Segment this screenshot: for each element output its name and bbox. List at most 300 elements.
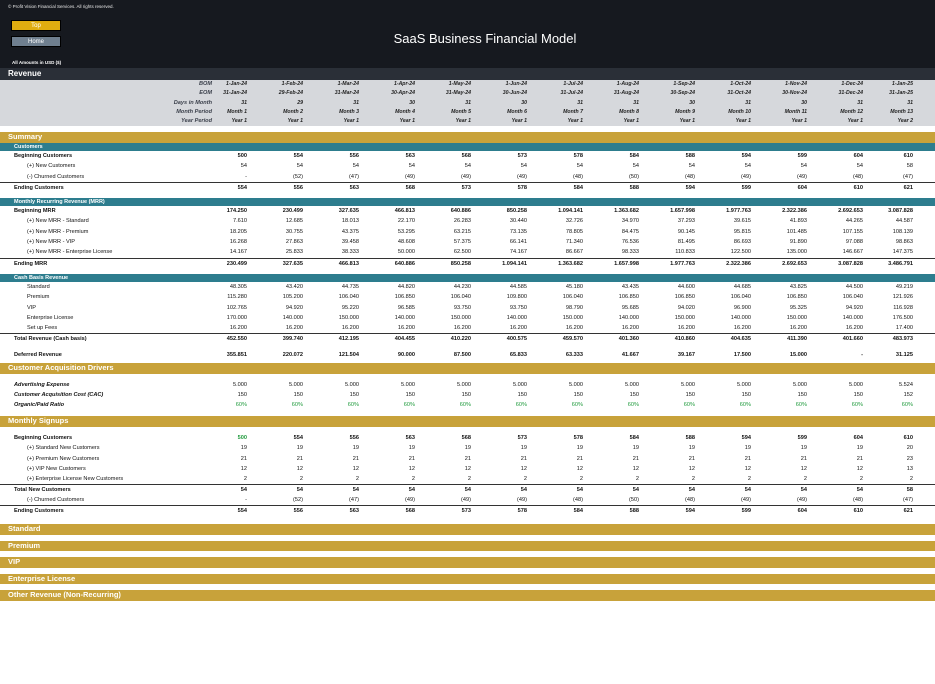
- cell-value[interactable]: 170.000: [226, 314, 247, 321]
- cell-value[interactable]: 54: [632, 487, 639, 494]
- cell-value[interactable]: 90.145: [677, 228, 695, 235]
- cell-value[interactable]: 19: [800, 445, 807, 452]
- cell-value[interactable]: 109.800: [506, 294, 527, 301]
- cell-value[interactable]: 610: [853, 508, 863, 514]
- cell-value[interactable]: 16.200: [509, 325, 527, 332]
- cell-value[interactable]: 54: [688, 487, 695, 494]
- cell-value[interactable]: 599: [797, 152, 807, 159]
- cell-value[interactable]: 568: [405, 508, 415, 514]
- cell-value[interactable]: 5.000: [793, 381, 807, 388]
- cell-value[interactable]: 93.750: [453, 304, 471, 311]
- cell-value[interactable]: 2: [523, 476, 527, 483]
- cell-value[interactable]: 588: [629, 508, 639, 514]
- cell-value[interactable]: (47): [903, 173, 913, 180]
- cell-value[interactable]: 54: [240, 487, 247, 494]
- cell-value[interactable]: 21: [240, 455, 247, 462]
- cell-value[interactable]: 578: [517, 508, 527, 514]
- cell-value[interactable]: 2: [747, 476, 751, 483]
- cell-value[interactable]: 2.322.386: [782, 208, 807, 215]
- cell-value[interactable]: 16.200: [565, 325, 583, 332]
- cell-value[interactable]: 30.755: [285, 228, 303, 235]
- cell-value[interactable]: 584: [573, 184, 583, 191]
- cell-value[interactable]: 2: [909, 476, 913, 483]
- cell-value[interactable]: 66.141: [509, 239, 527, 246]
- cell-value[interactable]: 23: [906, 455, 913, 462]
- cell-value[interactable]: 37.293: [677, 218, 695, 225]
- cell-value[interactable]: 556: [293, 184, 303, 191]
- cell-value[interactable]: (49): [405, 173, 415, 180]
- cell-value[interactable]: 14.167: [229, 249, 247, 256]
- cell-value[interactable]: 19: [408, 445, 415, 452]
- cell-value[interactable]: 1.657.998: [670, 208, 695, 215]
- cell-value[interactable]: 21: [688, 455, 695, 462]
- cell-value[interactable]: 30.440: [509, 218, 527, 225]
- cell-value[interactable]: 54: [744, 163, 751, 170]
- cell-value[interactable]: 54: [856, 487, 863, 494]
- cell-value[interactable]: 1.094.141: [502, 260, 527, 267]
- cell-value[interactable]: (48): [853, 173, 863, 180]
- cell-value[interactable]: 140.000: [506, 314, 527, 321]
- cell-value[interactable]: 563: [405, 434, 415, 441]
- cell-value[interactable]: 2.322.386: [726, 260, 751, 267]
- cell-value[interactable]: 60%: [459, 402, 471, 409]
- cell-value[interactable]: 44.265: [845, 218, 863, 225]
- cell-value[interactable]: 2: [803, 476, 807, 483]
- cell-value[interactable]: 152: [903, 391, 913, 398]
- cell-value[interactable]: 150.000: [562, 314, 583, 321]
- cell-value[interactable]: 54: [744, 487, 751, 494]
- cell-value[interactable]: 98.333: [621, 249, 639, 256]
- cell-value[interactable]: 594: [685, 184, 695, 191]
- cell-value[interactable]: 1.977.763: [726, 208, 751, 215]
- cell-value[interactable]: 2: [579, 476, 583, 483]
- cell-value[interactable]: 22.170: [397, 218, 415, 225]
- cell-value[interactable]: 2: [635, 476, 639, 483]
- cell-value[interactable]: 49.219: [895, 283, 913, 290]
- cell-value[interactable]: 54: [632, 163, 639, 170]
- cell-value[interactable]: (52): [293, 496, 303, 503]
- cell-value[interactable]: 96.585: [397, 304, 415, 311]
- cell-value[interactable]: 610: [853, 184, 863, 191]
- cell-value[interactable]: 21: [744, 455, 751, 462]
- cell-value[interactable]: 94.920: [845, 304, 863, 311]
- cell-value[interactable]: 17.500: [733, 351, 751, 358]
- cell-value[interactable]: 2: [243, 476, 247, 483]
- cell-value[interactable]: 106.850: [786, 294, 807, 301]
- cell-value[interactable]: (48): [573, 496, 583, 503]
- cell-value[interactable]: 588: [685, 434, 695, 441]
- cell-value[interactable]: 16.200: [677, 325, 695, 332]
- cell-value[interactable]: 599: [741, 184, 751, 191]
- cell-value[interactable]: 54: [520, 163, 527, 170]
- cell-value[interactable]: 5.000: [289, 381, 303, 388]
- cell-value[interactable]: 71.340: [565, 239, 583, 246]
- cell-value[interactable]: 230.499: [226, 260, 247, 267]
- cell-value[interactable]: 1.977.763: [670, 260, 695, 267]
- cell-value[interactable]: 554: [237, 508, 247, 514]
- cell-value[interactable]: 610: [903, 434, 913, 441]
- cell-value[interactable]: 220.072: [282, 351, 303, 358]
- cell-value[interactable]: 5.000: [345, 381, 359, 388]
- cell-value[interactable]: 500: [237, 152, 247, 159]
- cell-value[interactable]: 54: [296, 163, 303, 170]
- cell-value[interactable]: (49): [405, 496, 415, 503]
- cell-value[interactable]: 16.200: [453, 325, 471, 332]
- cell-value[interactable]: 12: [800, 465, 807, 472]
- cell-value[interactable]: 150: [797, 391, 807, 398]
- cell-value[interactable]: 150: [741, 391, 751, 398]
- cell-value[interactable]: 21: [464, 455, 471, 462]
- cell-value[interactable]: 599: [741, 508, 751, 514]
- cell-value[interactable]: 150.000: [450, 314, 471, 321]
- cell-value[interactable]: 21: [352, 455, 359, 462]
- cell-value[interactable]: 19: [856, 445, 863, 452]
- cell-value[interactable]: 604: [797, 184, 807, 191]
- cell-value[interactable]: 65.833: [509, 351, 527, 358]
- cell-value[interactable]: 1.363.682: [558, 260, 583, 267]
- cell-value[interactable]: 411.390: [787, 336, 807, 343]
- cell-value[interactable]: 106.850: [618, 294, 639, 301]
- cell-value[interactable]: (49): [797, 496, 807, 503]
- cell-value[interactable]: 554: [237, 184, 247, 191]
- cell-value[interactable]: 5.000: [681, 381, 695, 388]
- cell-value[interactable]: 5.000: [457, 381, 471, 388]
- cell-value[interactable]: 95.685: [621, 304, 639, 311]
- cell-value[interactable]: 150: [685, 391, 695, 398]
- cell-value[interactable]: 2: [859, 476, 863, 483]
- cell-value[interactable]: 412.195: [338, 336, 359, 343]
- cell-value[interactable]: 5.000: [513, 381, 527, 388]
- cell-value[interactable]: 53.295: [397, 228, 415, 235]
- cell-value[interactable]: 1.094.141: [558, 208, 583, 215]
- cell-value[interactable]: 12: [688, 465, 695, 472]
- cell-value[interactable]: 54: [408, 487, 415, 494]
- cell-value[interactable]: 54: [464, 163, 471, 170]
- cell-value[interactable]: 12.685: [285, 218, 303, 225]
- cell-value[interactable]: 60%: [403, 402, 415, 409]
- cell-value[interactable]: (49): [517, 496, 527, 503]
- cell-value[interactable]: 96.900: [733, 304, 751, 311]
- cell-value[interactable]: 21: [408, 455, 415, 462]
- cell-value[interactable]: (49): [741, 496, 751, 503]
- cell-value[interactable]: 2: [691, 476, 695, 483]
- cell-value[interactable]: (49): [797, 173, 807, 180]
- cell-value[interactable]: (50): [629, 496, 639, 503]
- cell-value[interactable]: 60%: [571, 402, 583, 409]
- cell-value[interactable]: 150: [461, 391, 471, 398]
- cell-value[interactable]: 54: [576, 163, 583, 170]
- cell-value[interactable]: 122.500: [730, 249, 751, 256]
- cell-value[interactable]: 13: [906, 465, 913, 472]
- cell-value[interactable]: 21: [576, 455, 583, 462]
- cell-value[interactable]: 50.000: [397, 249, 415, 256]
- cell-value[interactable]: 16.268: [229, 239, 247, 246]
- cell-value[interactable]: 16.200: [397, 325, 415, 332]
- cell-value[interactable]: 60%: [795, 402, 807, 409]
- cell-value[interactable]: 107.155: [842, 228, 863, 235]
- cell-value[interactable]: 452.550: [226, 336, 247, 343]
- cell-value[interactable]: 54: [800, 487, 807, 494]
- cell-value[interactable]: 1.657.998: [614, 260, 639, 267]
- cell-value[interactable]: 554: [293, 434, 303, 441]
- cell-value[interactable]: 19: [744, 445, 751, 452]
- cell-value[interactable]: 5.000: [849, 381, 863, 388]
- cell-value[interactable]: 74.167: [509, 249, 527, 256]
- cell-value[interactable]: 578: [573, 152, 583, 159]
- cell-value[interactable]: 44.500: [845, 283, 863, 290]
- cell-value[interactable]: (47): [903, 496, 913, 503]
- cell-value[interactable]: 81.495: [677, 239, 695, 246]
- cell-value[interactable]: 95.325: [789, 304, 807, 311]
- cell-value[interactable]: 3.087.828: [888, 208, 913, 215]
- cell-value[interactable]: (49): [461, 496, 471, 503]
- cell-value[interactable]: 554: [293, 152, 303, 159]
- cell-value[interactable]: 121.926: [892, 294, 913, 301]
- cell-value[interactable]: 115.280: [227, 294, 247, 301]
- cell-value[interactable]: 39.458: [341, 239, 359, 246]
- cell-value[interactable]: 5.524: [899, 381, 913, 388]
- cell-value[interactable]: (48): [573, 173, 583, 180]
- cell-value[interactable]: 568: [461, 434, 471, 441]
- cell-value[interactable]: 86.693: [733, 239, 751, 246]
- cell-value[interactable]: 327.635: [282, 260, 303, 267]
- cell-value[interactable]: 12: [856, 465, 863, 472]
- cell-value[interactable]: 399.740: [282, 336, 303, 343]
- cell-value[interactable]: 466.813: [394, 208, 415, 215]
- cell-value[interactable]: 18.013: [341, 218, 359, 225]
- cell-value[interactable]: 102.765: [226, 304, 247, 311]
- cell-value[interactable]: 5.000: [737, 381, 751, 388]
- cell-value[interactable]: 54: [800, 163, 807, 170]
- cell-value[interactable]: 60%: [515, 402, 527, 409]
- cell-value[interactable]: 140.000: [618, 314, 639, 321]
- cell-value[interactable]: 400.575: [506, 336, 527, 343]
- cell-value[interactable]: 140.000: [282, 314, 303, 321]
- cell-value[interactable]: (48): [853, 496, 863, 503]
- cell-value[interactable]: 150: [629, 391, 639, 398]
- cell-value[interactable]: 621: [903, 184, 913, 191]
- cell-value[interactable]: 43.825: [789, 283, 807, 290]
- cell-value[interactable]: 12: [632, 465, 639, 472]
- cell-value[interactable]: 2: [299, 476, 303, 483]
- cell-value[interactable]: 150.000: [674, 314, 695, 321]
- cell-value[interactable]: 2: [467, 476, 471, 483]
- cell-value[interactable]: 568: [405, 184, 415, 191]
- cell-value[interactable]: 573: [461, 184, 471, 191]
- cell-value[interactable]: 60%: [347, 402, 359, 409]
- cell-value[interactable]: 150: [293, 391, 303, 398]
- cell-value[interactable]: 568: [461, 152, 471, 159]
- cell-value[interactable]: 588: [685, 152, 695, 159]
- cell-value[interactable]: 48.305: [229, 283, 247, 290]
- cell-value[interactable]: 2: [355, 476, 359, 483]
- cell-value[interactable]: 176.500: [892, 314, 913, 321]
- cell-value[interactable]: 19: [240, 445, 247, 452]
- cell-value[interactable]: 12: [352, 465, 359, 472]
- cell-value[interactable]: 578: [573, 434, 583, 441]
- cell-value[interactable]: 588: [629, 184, 639, 191]
- cell-value[interactable]: -: [861, 351, 863, 358]
- cell-value[interactable]: 135.000: [786, 249, 807, 256]
- cell-value[interactable]: 327.635: [338, 208, 359, 215]
- cell-value[interactable]: 97.088: [845, 239, 863, 246]
- cell-value[interactable]: -: [245, 496, 247, 503]
- cell-value[interactable]: 594: [741, 434, 751, 441]
- cell-value[interactable]: 850.258: [506, 208, 527, 215]
- cell-value[interactable]: 584: [629, 434, 639, 441]
- cell-value[interactable]: 57.375: [453, 239, 471, 246]
- cell-value[interactable]: (48): [685, 496, 695, 503]
- cell-value[interactable]: 19: [464, 445, 471, 452]
- cell-value[interactable]: 60%: [235, 402, 247, 409]
- cell-value[interactable]: 60%: [901, 402, 913, 409]
- cell-value[interactable]: 91.890: [789, 239, 807, 246]
- cell-value[interactable]: 54: [464, 487, 471, 494]
- cell-value[interactable]: 150: [405, 391, 415, 398]
- cell-value[interactable]: 106.850: [674, 294, 695, 301]
- cell-value[interactable]: 44.600: [677, 283, 695, 290]
- cell-value[interactable]: 12: [296, 465, 303, 472]
- cell-value[interactable]: -: [245, 173, 247, 180]
- cell-value[interactable]: 87.500: [453, 351, 471, 358]
- cell-value[interactable]: 2.692.653: [838, 208, 863, 215]
- cell-value[interactable]: 573: [517, 434, 527, 441]
- cell-value[interactable]: 404.635: [730, 336, 751, 343]
- cell-value[interactable]: 12: [464, 465, 471, 472]
- cell-value[interactable]: 54: [352, 163, 359, 170]
- cell-value[interactable]: 500: [237, 434, 247, 441]
- cell-value[interactable]: 54: [520, 487, 527, 494]
- cell-value[interactable]: 5.000: [569, 381, 583, 388]
- cell-value[interactable]: 48.608: [397, 239, 415, 246]
- cell-value[interactable]: 15.000: [789, 351, 807, 358]
- cell-value[interactable]: 140.000: [730, 314, 751, 321]
- cell-value[interactable]: 16.200: [845, 325, 863, 332]
- cell-value[interactable]: 106.850: [394, 294, 415, 301]
- cell-value[interactable]: 106.040: [842, 294, 863, 301]
- cell-value[interactable]: 58: [906, 163, 913, 170]
- cell-value[interactable]: 404.455: [394, 336, 415, 343]
- cell-value[interactable]: (48): [685, 173, 695, 180]
- cell-value[interactable]: 41.667: [621, 351, 639, 358]
- cell-value[interactable]: 106.040: [730, 294, 751, 301]
- cell-value[interactable]: 39.615: [733, 218, 751, 225]
- cell-value[interactable]: 16.200: [285, 325, 303, 332]
- cell-value[interactable]: 19: [576, 445, 583, 452]
- home-button[interactable]: Home: [11, 36, 61, 47]
- cell-value[interactable]: (49): [461, 173, 471, 180]
- cell-value[interactable]: 54: [688, 163, 695, 170]
- cell-value[interactable]: 230.499: [282, 208, 303, 215]
- cell-value[interactable]: 150: [237, 391, 247, 398]
- cell-value[interactable]: 140.000: [394, 314, 415, 321]
- cell-value[interactable]: 95.815: [733, 228, 751, 235]
- cell-value[interactable]: 573: [461, 508, 471, 514]
- cell-value[interactable]: 19: [296, 445, 303, 452]
- cell-value[interactable]: 150: [349, 391, 359, 398]
- cell-value[interactable]: 604: [853, 152, 863, 159]
- cell-value[interactable]: 116.928: [893, 304, 913, 311]
- cell-value[interactable]: 147.375: [892, 249, 913, 256]
- top-button[interactable]: Top: [11, 20, 61, 31]
- cell-value[interactable]: 3.087.828: [838, 260, 863, 267]
- cell-value[interactable]: 12: [576, 465, 583, 472]
- cell-value[interactable]: 16.200: [341, 325, 359, 332]
- cell-value[interactable]: 106.040: [450, 294, 471, 301]
- cell-value[interactable]: 563: [405, 152, 415, 159]
- cell-value[interactable]: 106.040: [338, 294, 359, 301]
- cell-value[interactable]: 150: [573, 391, 583, 398]
- cell-value[interactable]: 12: [744, 465, 751, 472]
- cell-value[interactable]: 17.400: [895, 325, 913, 332]
- cell-value[interactable]: 60%: [683, 402, 695, 409]
- cell-value[interactable]: 78.805: [565, 228, 583, 235]
- cell-value[interactable]: 850.258: [450, 260, 471, 267]
- cell-value[interactable]: 44.230: [453, 283, 471, 290]
- cell-value[interactable]: 110.833: [675, 249, 695, 256]
- cell-value[interactable]: 604: [853, 434, 863, 441]
- cell-value[interactable]: 459.570: [562, 336, 583, 343]
- cell-value[interactable]: 401.360: [618, 336, 639, 343]
- cell-value[interactable]: 410.860: [674, 336, 695, 343]
- cell-value[interactable]: 610: [903, 152, 913, 159]
- cell-value[interactable]: 86.667: [565, 249, 583, 256]
- cell-value[interactable]: 93.750: [509, 304, 527, 311]
- cell-value[interactable]: 150: [853, 391, 863, 398]
- cell-value[interactable]: 94.020: [677, 304, 695, 311]
- cell-value[interactable]: 60%: [291, 402, 303, 409]
- cell-value[interactable]: 25.833: [285, 249, 303, 256]
- cell-value[interactable]: 63.333: [565, 351, 583, 358]
- cell-value[interactable]: 5.000: [625, 381, 639, 388]
- cell-value[interactable]: 26.283: [453, 218, 471, 225]
- cell-value[interactable]: 41.893: [789, 218, 807, 225]
- cell-value[interactable]: 563: [349, 508, 359, 514]
- cell-value[interactable]: 62.500: [453, 249, 471, 256]
- cell-value[interactable]: 105.200: [282, 294, 303, 301]
- cell-value[interactable]: 19: [520, 445, 527, 452]
- cell-value[interactable]: 355.851: [226, 351, 247, 358]
- cell-value[interactable]: 12: [520, 465, 527, 472]
- cell-value[interactable]: 27.863: [285, 239, 303, 246]
- cell-value[interactable]: 16.200: [621, 325, 639, 332]
- cell-value[interactable]: 19: [352, 445, 359, 452]
- cell-value[interactable]: 60%: [851, 402, 863, 409]
- cell-value[interactable]: 640.886: [394, 260, 415, 267]
- cell-value[interactable]: 44.820: [397, 283, 415, 290]
- cell-value[interactable]: 21: [632, 455, 639, 462]
- cell-value[interactable]: 54: [576, 487, 583, 494]
- cell-value[interactable]: 7.610: [233, 218, 247, 225]
- cell-value[interactable]: 401.660: [842, 336, 863, 343]
- cell-value[interactable]: 21: [856, 455, 863, 462]
- cell-value[interactable]: 556: [293, 508, 303, 514]
- cell-value[interactable]: 63.215: [453, 228, 471, 235]
- cell-value[interactable]: 573: [517, 152, 527, 159]
- cell-value[interactable]: 58: [906, 487, 913, 494]
- cell-value[interactable]: 640.886: [450, 208, 471, 215]
- cell-value[interactable]: 563: [349, 184, 359, 191]
- cell-value[interactable]: 44.585: [509, 283, 527, 290]
- cell-value[interactable]: 2: [411, 476, 415, 483]
- cell-value[interactable]: 44.587: [895, 218, 913, 225]
- cell-value[interactable]: 43.375: [341, 228, 359, 235]
- cell-value[interactable]: (47): [349, 496, 359, 503]
- cell-value[interactable]: 34.970: [621, 218, 639, 225]
- cell-value[interactable]: 16.200: [733, 325, 751, 332]
- cell-value[interactable]: 150.000: [338, 314, 359, 321]
- cell-value[interactable]: 466.813: [338, 260, 359, 267]
